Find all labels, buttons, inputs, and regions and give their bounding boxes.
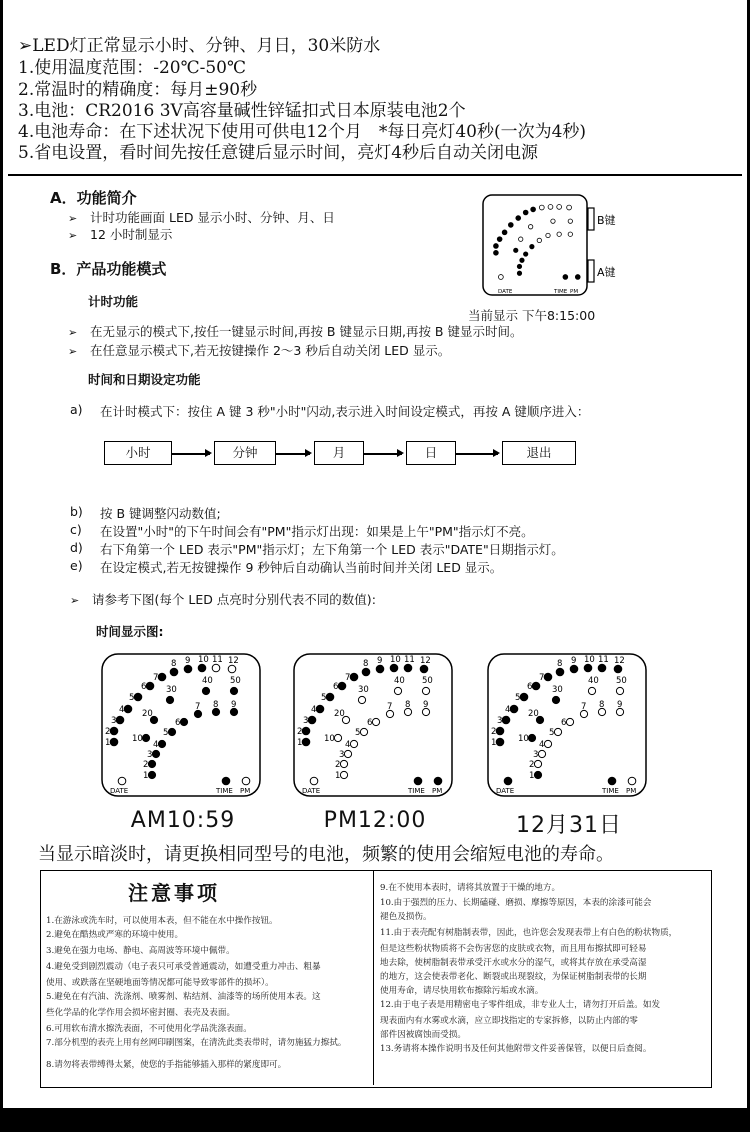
minute-led <box>344 750 351 757</box>
minute-led-label: 4 <box>345 740 351 750</box>
indicator-label: PM <box>240 787 251 795</box>
flow-minute: 分钟 <box>214 441 276 465</box>
step-a-marker: a) <box>70 402 83 417</box>
hour-led <box>326 693 334 701</box>
tens-minute-label: 30 <box>552 685 563 695</box>
caution-line: 褪色及损伤。 <box>380 912 432 922</box>
hour-led <box>308 716 316 724</box>
example-watch-drawing <box>484 652 654 798</box>
device-hour-led <box>557 205 562 210</box>
caution-line: 现表面内有水雾或水滴，应立即找指定的专家拆修，以防止内部的零 <box>380 1016 638 1026</box>
hour-led-label: 6 <box>527 682 533 692</box>
caution-line: 1.在游泳或洗车时，可以使用本表，但不能在水中操作按钮。 <box>46 916 278 926</box>
hour-led <box>158 673 166 681</box>
minute-led-label: 7 <box>195 702 201 712</box>
bullet-arrow-icon: ➢ <box>68 212 78 225</box>
tens-minute-label: 30 <box>358 685 369 695</box>
hour-led-label: 4 <box>311 705 317 715</box>
tens-minute-label: 50 <box>230 676 241 686</box>
hour-led <box>350 673 358 681</box>
example-caption: 12月31日 <box>516 813 622 838</box>
example-caption: PM12:00 <box>323 808 427 833</box>
hour-led <box>570 665 578 673</box>
minute-led-label: 6 <box>561 718 567 728</box>
note-text: 右下角第一个 LED 表示"PM"指示灯；左下角第一个 LED 表示"DATE"日期指示灯。 <box>100 542 564 557</box>
device-tens-led <box>528 225 532 229</box>
caution-line: 6.可用软布清水擦洗表面，不可使用化学品洗涤表面。 <box>46 1024 252 1034</box>
device-minute-led <box>530 244 534 248</box>
minute-led <box>372 718 379 725</box>
indicator-led <box>504 777 512 785</box>
caution-line: 部件因被腐蚀而受损。 <box>380 1030 466 1040</box>
tens-minute-label: 20 <box>142 709 153 719</box>
bullet-arrow-icon: ➢ <box>68 229 78 242</box>
caution-line: 2.避免在酷热或严寒的环境中使用。 <box>46 930 184 940</box>
tens-minute-label: 10 <box>518 734 529 744</box>
hour-led-label: 10 <box>198 655 209 665</box>
indicator-led <box>628 777 636 785</box>
tens-minute-label: 40 <box>202 676 213 686</box>
caution-line: 13.务请将本操作说明书及任何其他附带文件妥善保管，以便日后查阅。 <box>380 1044 652 1054</box>
hour-led-label: 10 <box>390 655 401 665</box>
device-diagram <box>478 190 628 302</box>
caution-line: 11.由于表壳配有树脂制表带，因此，也许您会发现表带上有白色的粉状物质， <box>380 928 678 938</box>
minute-led-label: 1 <box>529 771 535 781</box>
minute-led-label: 5 <box>163 728 169 738</box>
flow-arrow <box>172 453 210 455</box>
bullet-arrow-icon: ➢ <box>68 326 78 339</box>
minute-led <box>350 740 357 747</box>
hour-led-label: 8 <box>557 659 563 669</box>
hour-led <box>228 665 236 673</box>
hour-led <box>362 668 370 676</box>
b-key-label: B键 <box>597 214 616 227</box>
b-key-button[interactable] <box>588 208 594 230</box>
hour-led-label: 11 <box>598 655 609 665</box>
flow-arrow <box>276 453 310 455</box>
hour-led <box>544 673 552 681</box>
device-minute-led <box>517 271 521 275</box>
diagram-title: 时间显示图: <box>96 624 164 639</box>
caution-line: 些化学品的化学作用会损坏密封圈、表壳及表面。 <box>46 1008 236 1018</box>
spec-line: ➢LED灯正常显示小时、分钟、月日，30米防水 <box>18 36 381 56</box>
tens-minute-led <box>394 687 401 694</box>
minute-led-label: 9 <box>231 700 237 710</box>
minute-led-label: 3 <box>533 750 539 760</box>
indicator-label: TIME <box>602 787 619 795</box>
indicator-led <box>608 777 616 785</box>
indicator-label: TIME <box>216 787 233 795</box>
hour-led-label: 7 <box>153 673 159 683</box>
indicator-label: PM <box>432 787 443 795</box>
tens-minute-led <box>334 734 341 741</box>
cautions-title: 注意事项 <box>128 881 220 905</box>
minute-led-label: 5 <box>549 728 555 738</box>
device-time-label: TIME <box>554 289 568 295</box>
hour-led-label: 9 <box>377 656 383 666</box>
minute-led <box>148 760 155 767</box>
hour-led <box>212 664 220 672</box>
flow-arrow <box>364 453 402 455</box>
hour-led <box>584 664 592 672</box>
hour-led-label: 10 <box>584 655 595 665</box>
timekeeping-item <box>68 322 522 340</box>
a-key-button[interactable] <box>588 260 594 282</box>
section-a-item-text: 计时功能画面 LED 显示小时、分钟、月、日 <box>90 210 335 225</box>
hour-led-label: 4 <box>119 705 125 715</box>
device-tens-led <box>514 248 518 252</box>
hour-led-label: 1 <box>491 738 497 748</box>
minute-led <box>566 718 573 725</box>
tens-minute-led <box>230 687 237 694</box>
tens-minute-led <box>616 687 623 694</box>
example-watch-drawing <box>290 652 460 798</box>
hour-led-label: 6 <box>333 682 339 692</box>
note-text: 按 B 键调整闪动数值; <box>100 506 221 521</box>
hour-led-label: 8 <box>171 659 177 669</box>
note-text: 在设定模式,若无按键操作 9 秒钟后自动确认当前时间并关闭 LED 显示。 <box>100 560 503 575</box>
bullet-arrow-icon: ➢ <box>68 345 78 358</box>
hour-led <box>124 705 132 713</box>
hour-led-label: 4 <box>505 705 511 715</box>
hour-led <box>614 665 622 673</box>
example-watch-drawing <box>98 652 268 798</box>
caution-line: 地去除，使树脂制表带承受汗水或水分的湿气，或将其存放在承受高湿 <box>380 958 647 968</box>
hour-led <box>404 664 412 672</box>
hour-led <box>510 705 518 713</box>
note-marker: c) <box>70 522 82 537</box>
spec-line: 1.使用温度范围：-20℃-50℃ <box>18 58 247 78</box>
note-marker: d) <box>70 540 83 555</box>
hour-led-label: 5 <box>515 693 521 703</box>
indicator-led <box>434 777 442 785</box>
hour-led-label: 8 <box>363 659 369 669</box>
frame-bottom-border <box>0 1108 750 1132</box>
hour-led <box>376 665 384 673</box>
hour-led <box>338 682 346 690</box>
minute-led-label: 3 <box>339 750 345 760</box>
minute-led-label: 6 <box>175 718 181 728</box>
example-panel-3 <box>484 652 654 798</box>
tens-minute-label: 20 <box>334 709 345 719</box>
hour-led-label: 1 <box>297 738 303 748</box>
minute-led-label: 2 <box>143 760 149 770</box>
device-hour-led <box>531 207 536 212</box>
example-caption: AM10:59 <box>130 808 236 833</box>
hour-led <box>556 668 564 676</box>
caution-line: 的地方，这会使表带老化、断裂或出现裂纹，为保证树脂制表带的长期 <box>380 972 647 982</box>
spec-line: 5.省电设置，看时间先按任意键后显示时间，亮灯4秒后自动关闭电源 <box>18 143 539 163</box>
indicator-label: DATE <box>496 787 515 795</box>
minute-led-label: 3 <box>147 750 153 760</box>
refer-text: 请参考下图(每个 LED 点亮时分别代表不同的数值): <box>92 592 376 607</box>
hour-led <box>146 682 154 690</box>
minute-led <box>534 760 541 767</box>
tens-minute-led <box>358 696 365 703</box>
note-text: 在设置"小时"的下午时间会有"PM"指示灯出现：如果是上午"PM"指示灯不亮。 <box>100 524 534 539</box>
device-hour-led <box>516 216 521 221</box>
hour-led <box>110 738 118 746</box>
caution-line: 3.避免在强力电场、静电、高周波等环境中佩带。 <box>46 946 235 956</box>
hour-led <box>198 664 206 672</box>
tens-minute-label: 40 <box>394 676 405 686</box>
device-tens-led <box>551 219 555 223</box>
caution-line: 使用、或跌落在坚硬地面等情况都可能导致零部件的损坏）。 <box>46 978 274 988</box>
note-marker: e) <box>70 558 83 573</box>
device-date-label: DATE <box>498 289 513 295</box>
device-hour-led <box>539 205 544 210</box>
device-tens-led <box>519 237 523 241</box>
section-divider <box>8 174 742 176</box>
hour-led-label: 5 <box>129 693 135 703</box>
hour-led-label: 3 <box>303 716 309 726</box>
flow-day: 日 <box>406 441 456 465</box>
section-a-item <box>68 225 172 243</box>
cautions-divider <box>373 871 374 1085</box>
caution-line: 10.由于强烈的压力、长期磕碰、磨损、摩擦等原因，本表的涂漆可能会 <box>380 898 652 908</box>
minute-led-label: 7 <box>581 702 587 712</box>
indicator-led <box>222 777 230 785</box>
flow-hour: 小时 <box>104 441 172 465</box>
hour-led <box>302 727 310 735</box>
device-minute-led <box>520 258 524 262</box>
device-minute-led <box>568 232 572 236</box>
battery-note: 当显示暗淡时，请更换相同型号的电池，频繁的使用会缩短电池的寿命。 <box>38 844 614 865</box>
tens-minute-label: 50 <box>616 676 627 686</box>
spec-line: 4.电池寿命：在下述状况下使用可供电12个月 *每日亮灯40秒(一次为4秒) <box>18 122 587 142</box>
device-hour-led <box>494 244 499 249</box>
minute-led-label: 1 <box>335 771 341 781</box>
caution-line: 使用寿命，请尽快用软布擦除污垢或水滴。 <box>380 986 544 996</box>
tens-minute-label: 50 <box>422 676 433 686</box>
minute-led <box>340 760 347 767</box>
device-diagram-drawing <box>478 190 628 302</box>
hour-led-label: 9 <box>185 656 191 666</box>
device-hour-led <box>502 230 507 235</box>
hour-led <box>496 738 504 746</box>
a-key-label: A键 <box>597 266 616 279</box>
caution-line: 9.在不使用本表时，请将其放置于干燥的地方。 <box>380 883 561 893</box>
flow-month: 月 <box>314 441 364 465</box>
hour-led-label: 7 <box>539 673 545 683</box>
minute-led <box>158 740 165 747</box>
minute-led <box>152 750 159 757</box>
hour-led-label: 12 <box>228 656 239 666</box>
example-panel-1 <box>98 652 268 798</box>
device-hour-led <box>523 210 528 215</box>
hour-led-label: 2 <box>491 727 497 737</box>
frame-left-border <box>0 0 3 1132</box>
spec-line: 2.常温时的精确度：每月±90秒 <box>18 80 258 100</box>
hour-led <box>532 682 540 690</box>
hour-led-label: 1 <box>105 738 111 748</box>
hour-led-label: 9 <box>571 656 577 666</box>
flow-exit: 退出 <box>502 441 576 465</box>
tens-minute-label: 40 <box>588 676 599 686</box>
caution-line: 但是这些粉状物质将不会伤害您的皮肤或衣物，而且用布擦拭即可轻易 <box>380 944 647 954</box>
hour-led <box>134 693 142 701</box>
hour-led-label: 11 <box>212 655 223 665</box>
minute-led-label: 2 <box>529 760 535 770</box>
device-indicator-led <box>498 275 503 280</box>
hour-led <box>170 668 178 676</box>
refer-line <box>70 590 376 608</box>
section-a-item-text: 12 小时制显示 <box>90 227 173 242</box>
minute-led <box>180 718 187 725</box>
hour-led <box>420 665 428 673</box>
bullet-arrow-icon: ➢ <box>70 594 80 607</box>
indicator-led <box>414 777 422 785</box>
hour-led-label: 12 <box>420 656 431 666</box>
minute-led <box>340 771 347 778</box>
timekeeping-item-text: 在任意显示模式下,若无按键操作 2～3 秒后自动关闭 LED 显示。 <box>90 343 451 358</box>
hour-led <box>316 705 324 713</box>
minute-led-label: 6 <box>367 718 373 728</box>
device-hour-led <box>508 223 513 228</box>
minute-led <box>554 728 561 735</box>
device-pm-label: PM <box>570 289 579 295</box>
note-marker: b) <box>70 504 83 519</box>
hour-led-label: 11 <box>404 655 415 665</box>
hour-led <box>496 727 504 735</box>
minute-led-label: 2 <box>335 760 341 770</box>
hour-led-label: 12 <box>614 656 625 666</box>
caution-line: 7.部分机型的表壳上用有丝网印刷图案，在清洗此类表带时，请勿施猛力擦拭。 <box>46 1038 347 1048</box>
hour-led-label: 3 <box>497 716 503 726</box>
device-hour-led <box>497 237 502 242</box>
hour-led-label: 6 <box>141 682 147 692</box>
hour-led <box>110 727 118 735</box>
indicator-led <box>310 777 318 785</box>
device-indicator-led <box>563 275 568 280</box>
minute-led <box>544 740 551 747</box>
hour-led-label: 2 <box>297 727 303 737</box>
hour-led <box>520 693 528 701</box>
device-indicator-led <box>575 275 580 280</box>
indicator-label: DATE <box>110 787 129 795</box>
device-minute-led <box>537 238 541 242</box>
hour-led-label: 5 <box>321 693 327 703</box>
tens-minute-led <box>166 696 173 703</box>
minute-led <box>360 728 367 735</box>
tens-minute-label: 10 <box>324 734 335 744</box>
indicator-led <box>118 777 126 785</box>
tens-minute-led <box>142 734 149 741</box>
hour-led <box>502 716 510 724</box>
indicator-label: DATE <box>302 787 321 795</box>
minute-led-label: 8 <box>405 700 411 710</box>
minute-led-label: 9 <box>617 700 623 710</box>
timekeeping-item-text: 在无显示的模式下,按任一键显示时间,再按 B 键显示日期,再按 B 键显示时间。 <box>90 324 523 339</box>
tens-minute-led <box>552 696 559 703</box>
indicator-led <box>242 777 250 785</box>
hour-led <box>390 664 398 672</box>
step-a-text: 在计时模式下：按住 A 键 3 秒"小时"闪动,表示进入时间设定模式，再按 A 键顺序进入： <box>100 404 590 419</box>
spec-line: 3.电池：CR2016 3V高容量碱性锌锰扣式日本原装电池2个 <box>18 101 466 121</box>
caution-line: 12.由于电子表是用精密电子零件组成，非专业人士，请勿打开后盖。如发 <box>380 1000 661 1010</box>
tens-minute-led <box>528 734 535 741</box>
setting-title: 时间和日期设定功能 <box>88 372 201 387</box>
section-a-title: A．功能简介 <box>50 189 137 207</box>
minute-led-label: 8 <box>213 700 219 710</box>
minute-led <box>148 771 155 778</box>
timekeeping-title: 计时功能 <box>88 294 139 309</box>
hour-led <box>598 664 606 672</box>
device-minute-led <box>557 232 561 236</box>
indicator-label: TIME <box>408 787 425 795</box>
minute-led <box>538 750 545 757</box>
section-a-item <box>68 208 335 226</box>
caution-line: 5.避免在有汽油、洗涤剂、喷雾剂、粘结剂、油漆等的场所使用本表。这 <box>46 992 321 1002</box>
hour-led-label: 3 <box>111 716 117 726</box>
minute-led-label: 9 <box>423 700 429 710</box>
current-time-caption: 当前显示 下午8:15:00 <box>468 308 596 323</box>
minute-led-label: 4 <box>539 740 545 750</box>
hour-led <box>184 665 192 673</box>
example-panel-2 <box>290 652 460 798</box>
device-hour-led <box>567 205 572 210</box>
tens-minute-led <box>588 687 595 694</box>
timekeeping-item <box>68 341 450 359</box>
hour-led <box>302 738 310 746</box>
device-tens-led <box>568 219 572 223</box>
device-minute-led <box>546 233 550 237</box>
hour-led-label: 7 <box>345 673 351 683</box>
hour-led <box>116 716 124 724</box>
device-hour-led <box>494 250 499 255</box>
caution-line: 4.避免受到剧烈震动（电子表只可承受普通震动，如遭受重力冲击、粗暴 <box>46 962 321 972</box>
hour-led-label: 2 <box>105 727 111 737</box>
tens-minute-label: 10 <box>132 734 143 744</box>
minute-led-label: 5 <box>355 728 361 738</box>
tens-minute-led <box>202 687 209 694</box>
tens-minute-led <box>422 687 429 694</box>
flow-arrow <box>456 453 498 455</box>
minute-led-label: 4 <box>153 740 159 750</box>
device-minute-led <box>517 264 521 268</box>
section-b-title: B．产品功能模式 <box>50 260 167 278</box>
device-minute-led <box>523 252 527 256</box>
device-hour-led <box>548 205 553 210</box>
minute-led-label: 1 <box>143 771 149 781</box>
indicator-label: PM <box>626 787 637 795</box>
tens-minute-label: 30 <box>166 685 177 695</box>
minute-led <box>168 728 175 735</box>
minute-led-label: 8 <box>599 700 605 710</box>
minute-led <box>534 771 541 778</box>
minute-led-label: 7 <box>387 702 393 712</box>
tens-minute-label: 20 <box>528 709 539 719</box>
caution-line: 8.请勿将表带缚得太紧，使您的手指能够插入那样的紧度即可。 <box>46 1060 287 1070</box>
